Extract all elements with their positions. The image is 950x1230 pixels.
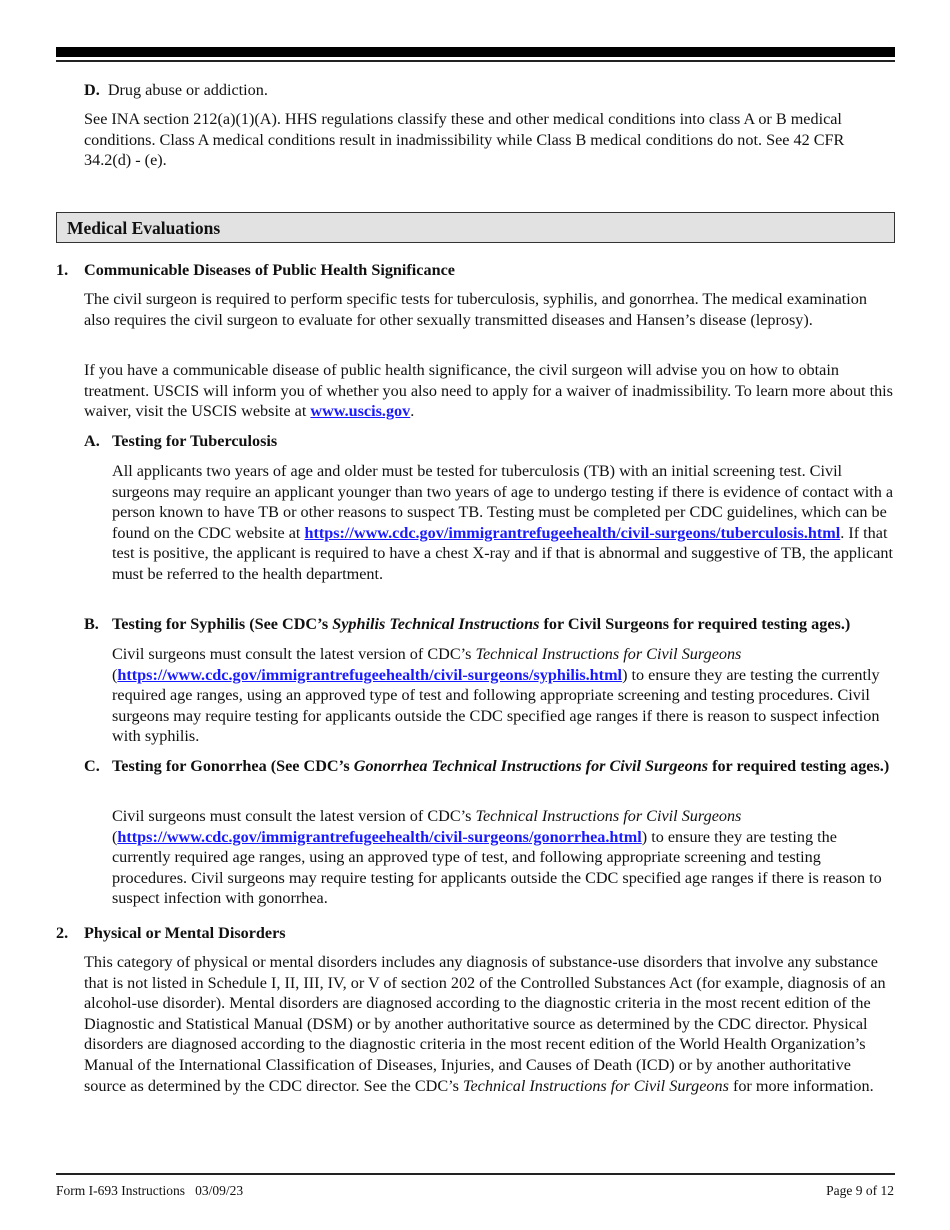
intro-paragraph	[84, 109, 874, 171]
paragraph-text: Civil surgeons must consult the latest version of CDC’s	[112, 807, 476, 825]
sub-a-paragraph	[112, 461, 902, 585]
paragraph-text: . If that test is positive, the applicant is required to have a chest X-ray and if that is abnormal and suggestive of TB, the applicant must be referred to the health department.	[112, 523, 893, 583]
sub-letter: C.	[84, 757, 100, 775]
paragraph-text: This category of physical or mental disorders includes any diagnosis of substance-use disorders that involve any substance that is not listed in Schedule I, II, III, IV, or V of section 202 of the Controlled Substances Act (for example, diagnosis of an alcohol-use disorder). Mental disorders are diagnosed according to the diagnostic criteria in the most recent edition of the Diagnostic and Statistical Manual (DSM) or by another authoritative source as determined by the CDC director. Physical disorders are diagnosed according to the diagnostic criteria in the most recent edition of the World Health Organization’s Manual of the International Classification of Diseases, Injuries, and Causes of Death (ICD) or by another authoritative source as determined by the CDC director. See the CDC’s	[84, 953, 886, 1095]
footer-rule	[56, 1173, 895, 1175]
paragraph-text: (	[112, 827, 118, 846]
document-title-italic: Technical Instructions for Civil Surgeons	[475, 645, 742, 663]
header-rule-thick	[56, 47, 895, 57]
item-text: Drug abuse or addiction.	[107, 81, 268, 99]
uscis-link[interactable]: www.uscis.gov	[310, 402, 411, 421]
paragraph-text: Civil surgeons must consult the latest version of CDC’s	[112, 645, 476, 663]
sub-title-italic: Syphilis Technical Instructions	[332, 615, 540, 633]
sub-letter: B.	[84, 615, 99, 633]
item-2-paragraph	[84, 952, 896, 1096]
gonorrhea-link[interactable]: https://www.cdc.gov/immigrantrefugeehealth/civil-surgeons/gonorrhea.html	[117, 827, 642, 846]
syphilis-link[interactable]: https://www.cdc.gov/immigrantrefugeehealth/civil-surgeons/syphilis.html	[117, 665, 623, 684]
item-1-paragraph-2	[84, 360, 894, 422]
footer-form-id: Form I-693 Instructions 03/09/23	[56, 1183, 244, 1198]
sub-title: Testing for Tuberculosis	[112, 432, 278, 450]
paragraph-text: See INA section 212(a)(1)(A). HHS regulations classify these and other medical conditions into class A or B medical conditions. Class A medical conditions result in inadmissibility while Class B medical conditions do not. See 42 CFR 34.2(d) - (e).	[84, 110, 845, 170]
document-title-italic: Technical Instructions for Civil Surgeons	[462, 1076, 729, 1095]
sub-title: Testing for Gonorrhea (See CDC’s	[112, 757, 354, 775]
paragraph-text: .	[410, 402, 415, 421]
item-2-heading	[56, 923, 895, 944]
sub-title: for Civil Surgeons for required testing ages.)	[539, 615, 851, 633]
section-heading-box	[56, 212, 895, 243]
document-title-italic: Technical Instructions for Civil Surgeons	[475, 807, 742, 825]
item-1-paragraph-1	[84, 289, 894, 330]
sub-letter: A.	[84, 432, 100, 450]
paragraph-text: All applicants two years of age and older must be tested for tuberculosis (TB) with an initial screening test. Civil surgeons may require an applicant younger than two years of age to undergo testing if there is evidence of contact with a person known to have TB or other reasons to suspect TB. Testing must be completed per CDC guidelines, which can be found on the CDC website at	[112, 462, 894, 542]
section-title: Medical Evaluations	[67, 218, 221, 238]
sub-title: for required testing ages.)	[708, 757, 890, 775]
paragraph-text: ) to ensure they are testing the currently required age ranges, using an approved type of test, and following appropriate screening and testing procedures. Civil surgeons may require testing for applicants outside the CDC specified age ranges if there is reason to suspect infection with gonorrhea.	[112, 827, 882, 908]
tuberculosis-link[interactable]: https://www.cdc.gov/immigrantrefugeehealth/civil-surgeons/tuberculosis.html	[304, 523, 841, 542]
paragraph-text: for more information.	[728, 1076, 874, 1095]
footer-page-number: Page 9 of 12	[826, 1183, 894, 1198]
item-number: 1.	[56, 261, 69, 279]
sub-title-italic: Gonorrhea Technical Instructions for Civil Surgeons	[353, 757, 709, 775]
sub-c-heading	[84, 756, 899, 777]
list-item-d	[84, 80, 895, 101]
item-title: Communicable Diseases of Public Health Significance	[84, 261, 455, 279]
sub-b-heading	[84, 614, 899, 635]
paragraph-text: If you have a communicable disease of public health significance, the civil surgeon will advise you on how to obtain treatment. USCIS will inform you of whether you also need to apply for a waiver of inadmissibility. To learn more about this waiver, visit the USCIS website at	[84, 361, 893, 421]
sub-a-heading	[84, 431, 895, 452]
paragraph-text: The civil surgeon is required to perform specific tests for tuberculosis, syphilis, and gonorrhea. The medical examination also requires the civil surgeon to evaluate for other sexually transmitted diseases and Hansen’s disease (leprosy).	[84, 290, 867, 329]
sub-b-paragraph	[112, 644, 897, 747]
item-title: Physical or Mental Disorders	[84, 924, 286, 942]
paragraph-text: (	[112, 665, 118, 684]
item-letter: D.	[84, 81, 100, 99]
sub-title: Testing for Syphilis (See CDC’s	[112, 615, 333, 633]
item-1-heading	[56, 260, 895, 281]
sub-c-paragraph	[112, 806, 897, 909]
paragraph-text: ) to ensure they are testing the currently required age ranges, using an approved type of test and following appropriate screening and testing procedures. Civil surgeons may require testing for applicants outside the CDC specified age ranges if there is reason to suspect infection with syphilis.	[112, 665, 880, 746]
item-number: 2.	[56, 924, 69, 942]
header-rule-thin	[56, 60, 895, 62]
